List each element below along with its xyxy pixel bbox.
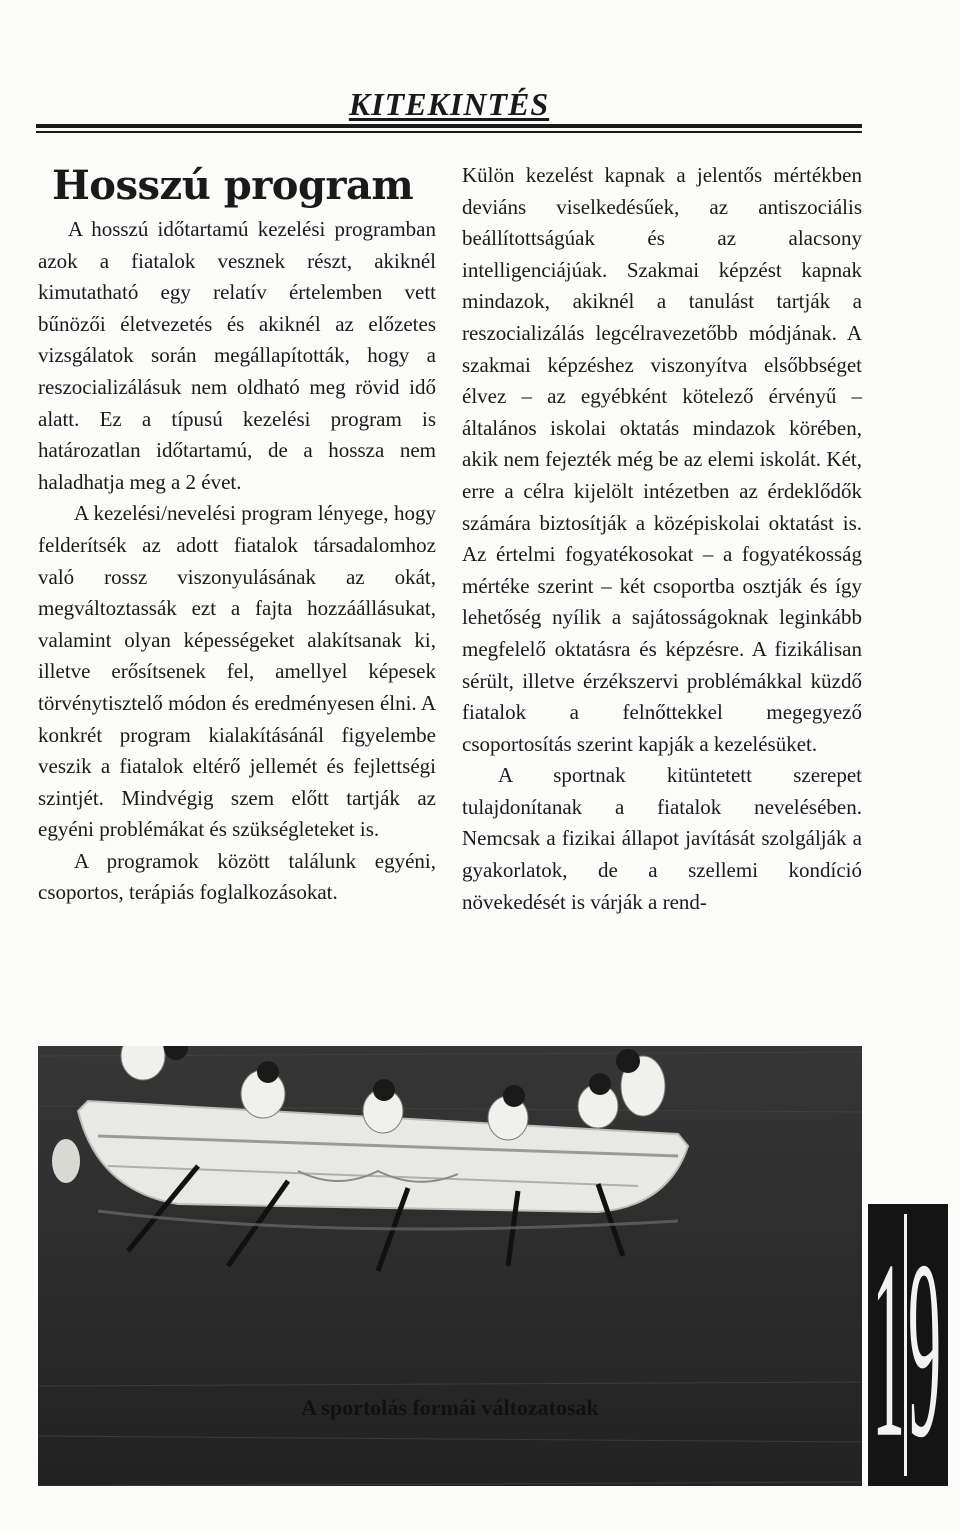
- header-rule-thin: [36, 131, 862, 133]
- header-rule-thick: [36, 124, 862, 128]
- left-column: [38, 160, 436, 909]
- photo-caption: A sportolás formái változatosak: [301, 1395, 599, 1420]
- right-column: [462, 160, 862, 918]
- right-paragraph-2: A sportnak kitüntetett szerepet tulajdonítanak a fiatalok nevelésében. Nemcsak a fizikai állapot javítását szolgálják a gyakorlatok, de a szellemi kondíció növekedését is várják a rend-: [462, 763, 862, 914]
- section-title: KITEKINTÉS: [348, 86, 550, 122]
- page-number-digit-9: 9: [908, 1207, 942, 1491]
- page-number-tab: [868, 1204, 948, 1491]
- section-header: [36, 82, 862, 132]
- right-paragraph-1: Külön kezelést kapnak a jelentős mértékben deviáns viselkedésűek, az antiszociális beállítottságúak és az alacsony intelligenciájúak. Szakmai képzést kapnak mindazok, akiknél a tanulást tartják a reszocializálás legcélravezetőbb módjának. A szakmai képzéshez viszonyítva elsőbbséget élvez – az egyébként kötelező érvényű – általános iskolai oktatás mindazok körében, akik nem fejezték még be az elemi iskolát. Két, erre a célra kijelölt intézetben az érdeklődők számára biztosítják a középiskolai oktatást is. Az értelmi fogyatékosokat – a fogyatékosság mértéke szerint – két csoportba osztják és így lehetőség nyílik a sajátosságoknak leginkább megfelelő oktatásra és képzésre. A fizikálisan sérült, illetve érzékszervi problémákkal küzdő fiatalok a felnőttekkel megegyező csoportosítás szerint kapják a kezelésüket.: [462, 163, 862, 756]
- page-number-digit-1: 1: [872, 1207, 906, 1491]
- left-paragraph-3: A programok között találunk egyéni, csoportos, terápiás foglalkozásokat.: [38, 848, 436, 905]
- left-paragraph-2: A kezelési/nevelési program lényege, hogy felderítsék az adott fiatalok társadalomhoz való rossz viszonyulásának az okát, megváltoztassák ezt a fajta hozzáállásukat, valamint olyan képességeket alakítsanak ki, illetve erősítsenek fel, amellyel képesek törvénytisztelő módon és eredményesen élni. A konkrét program kialakításánál figyelembe veszik a fiatalok eltérő jellemét és fejlettségi szintjét. Mindvégig szem előtt tartják az egyéni problémákat és szükségleteket is.: [38, 501, 436, 842]
- left-paragraph-1: A hosszú időtartamú kezelési programban azok a fiatalok vesznek részt, akiknél kimutatható egy relatív értelemben vett bűnözői életvezetés és akiknél az előzetes vizsgálatok során megállapították, hogy a reszocializálásuk nem oldható meg rövid idő alatt. Ez a típusú kezelési program is határozatlan időtartamú, de a hossza nem haladhatja meg a 2 évet.: [38, 217, 436, 494]
- article-heading: Hosszú program: [52, 162, 414, 209]
